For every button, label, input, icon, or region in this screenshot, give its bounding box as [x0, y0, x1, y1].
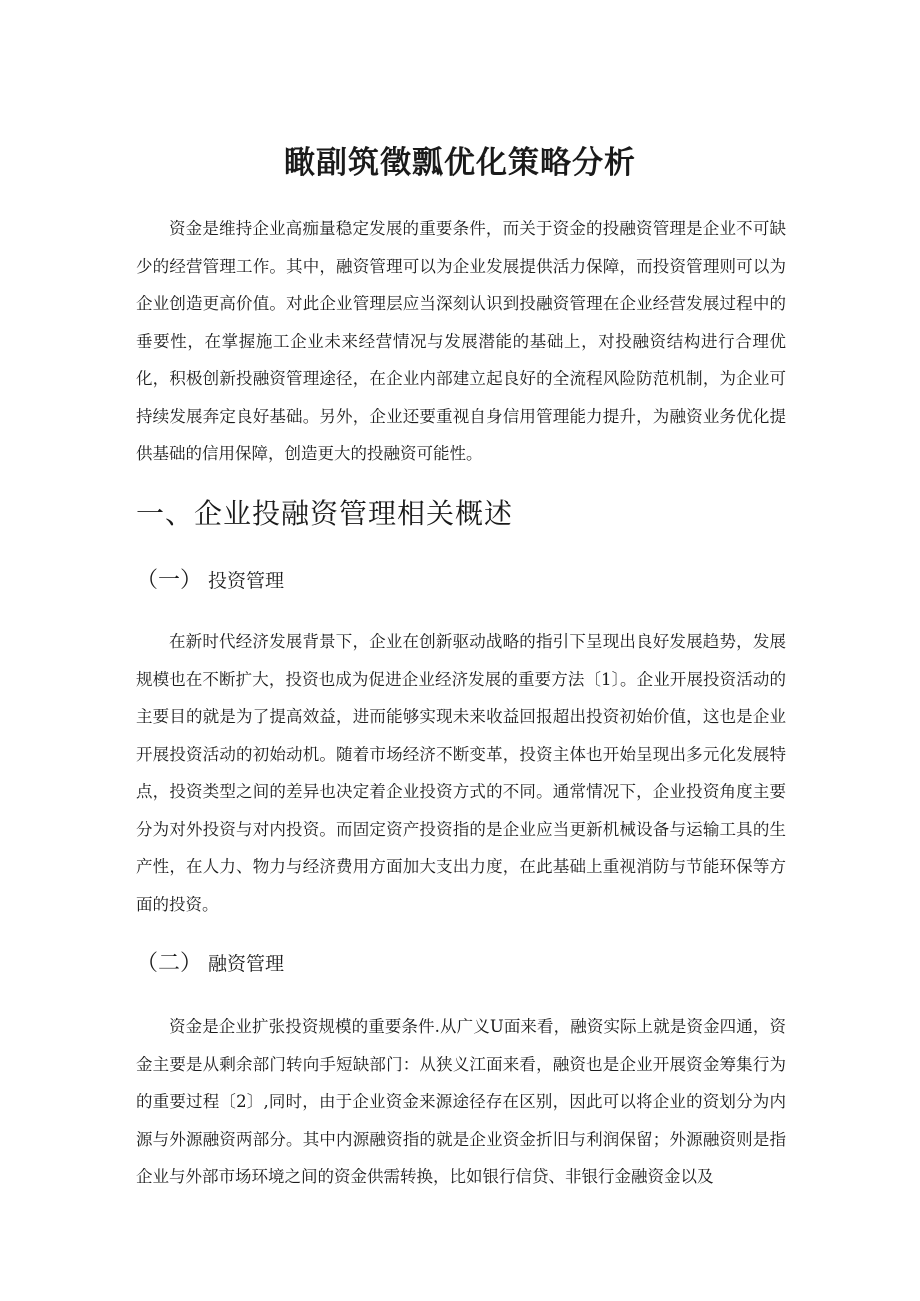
subsection-label: 融资管理 — [208, 953, 285, 975]
intro-paragraph: 资金是维持企业高痂量稳定发展的重要条件，而关于资金的投融资管理是企业不可缺少的经营管理工作。其中，融资管理可以为企业发展提供活力保障，而投资管理则可以为企业创造更高价值。对此企业管理层应当深刻认识到投融资管理在企业经营发展过程中的垂要性，在掌握施工企业未来经营情况与发展潜能的基础上，对投融资结构进行合理优化，积极创新投融资管理途径，在企业内部建立起良好的全流程风险防范机制，为企业可持续发展奔定良好基础。另外，企业还要重视自身信用管理能力提升，为融资业务优化提供基础的信用保障，创造更大的投融资可能性。 — [136, 219, 786, 463]
document-title: 瞰副筑徵瓢优化策略分析 — [284, 145, 636, 181]
financing-paragraph: 资金是企业扩张投资规模的重要条件.从广义U面来看，融资实际上就是资金四通，资金主要是从剩余部门转向手短缺部门：从狭义江面来看，融资也是企业开展资金筹集行为的重要过程〔2〕,同时，由于企业资金来源途径存在区别，因此可以将企业的资划分为内源与外源融资两部分。其中内源融资指的就是企业资金折旧与利润保留；外源融资则是指企业与外部市场环境之间的资金供需转换，比如银行信贷、非银行金融资金以及 — [136, 1017, 786, 1186]
section-heading: 一、企业投融资管理相关概述 — [136, 497, 514, 530]
subsection-heading-investment — [136, 563, 284, 594]
investment-paragraph: 在新时代经济发展背景下，企业在创新驱动战略的指引下呈现出良好发展趋势，发展规模也在不断扩大，投资也成为促进企业经济发展的重要方法〔1〕。企业开展投资活动的主要目的就是为了提高效益，进而能够实现未来收益回报超出投资初始价值，这也是企业开展投资活动的初始动机。随着市场经济不断变革，投资主体也开始呈现出多元化发展特点，投资类型之间的差异也决定着企业投资方式的不同。通常情况下，企业投资角度主要分为对外投资与对内投资。而固定资产投资指的是企业应当更新机械设备与运输工具的生产性，在人力、物力与经济费用方面加大支出力度，在此基础上重视消防与节能环保等方面的投资。 — [136, 632, 786, 914]
subsection-heading-financing — [136, 946, 284, 977]
subsection-label: 投资管理 — [208, 570, 285, 592]
subsection-number: （一） — [136, 568, 203, 593]
subsection-number: （二） — [136, 951, 203, 976]
